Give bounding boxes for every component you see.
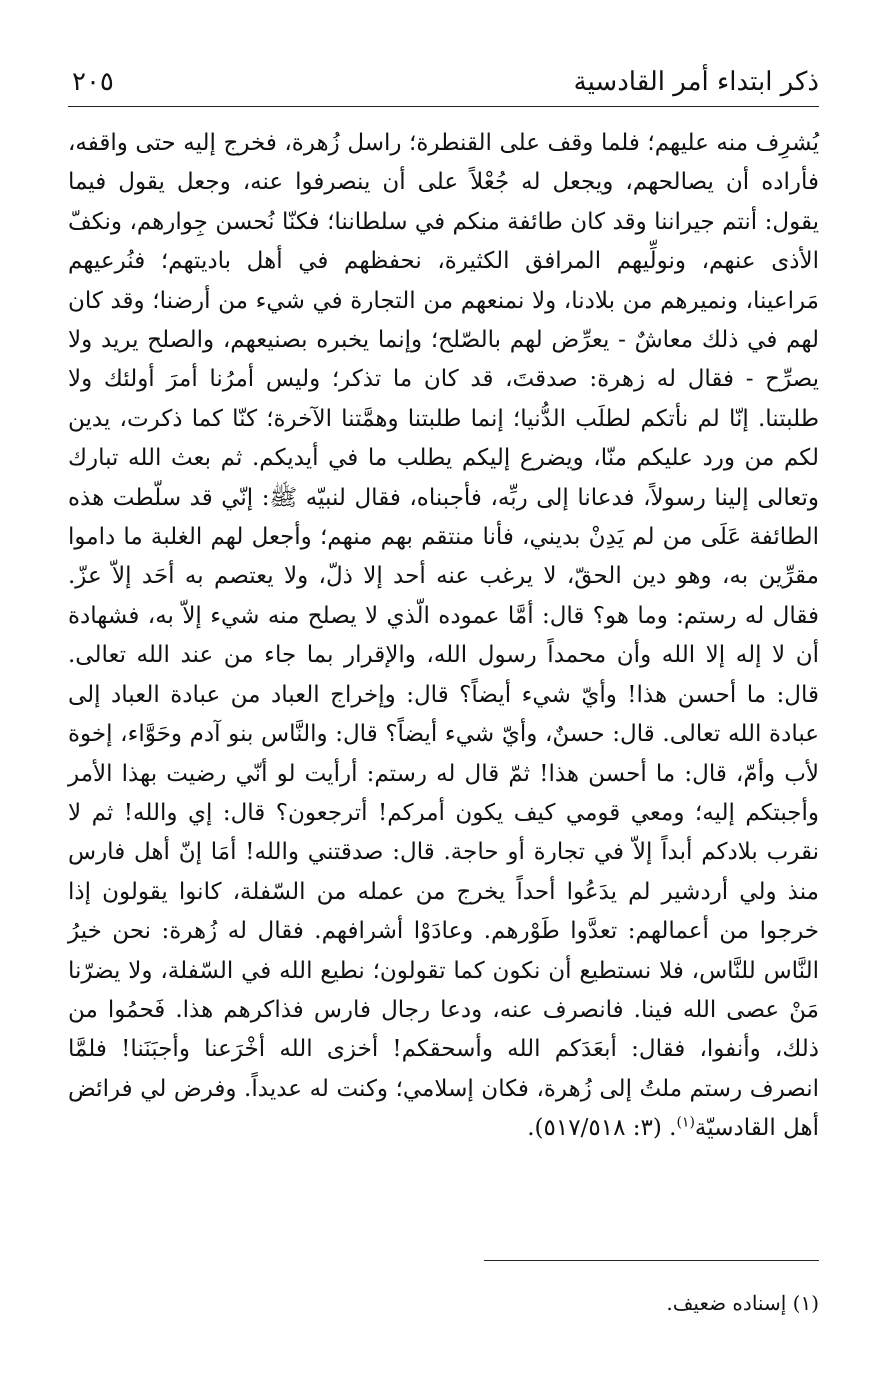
footnote-reference[interactable]: (١) (676, 1114, 695, 1131)
source-citation: . (٣: ٥١٧/٥١٨). (527, 1115, 677, 1142)
paragraph (68, 124, 819, 1149)
running-title: ذكر ابتداء أمر القادسية (573, 67, 819, 97)
main-text (68, 124, 819, 1149)
footnote-divider (484, 1260, 819, 1261)
paragraph-text: يُشرِف منه عليهم؛ فلما وقف على القنطرة؛ راسل زُهرة، فخرج إليه حتى واقفه، فأراده أن يصالحهم، ويجعل له جُعْلاً على أن ينصرفوا عنه، وجعل يقول فيما يقول: أنتم جيراننا وقد كان طائفة منكم في سلطاننا؛ فكنّا نُحسن جِوارهم، ونكفّ الأذى عنهم، ونولِّيهم المرافق الكثيرة، نحفظهم في أهل باديتهم؛ فنُرعيهم مَراعينا، ونميرهم من بلادنا، ولا نمنعهم من التجارة في شيء من أرضنا؛ وقد كان لهم في ذلك معاشٌ - يعرِّض لهم بالصّلح؛ وإنما يخبره بصنيعهم، والصلح يريد ولا يصرِّح - فقال له زهرة: صدقتَ، قد كان ما تذكر؛ وليس أمرُنا أمرَ أولئك ولا طلبتنا. إنّا لم نأتكم لطلَب الدُّنيا؛ إنما طلبتنا وهمَّتنا الآخرة؛ كنّا كما ذكرت، يدين لكم من ورد عليكم منّا، ويضرع إليكم يطلب ما في أيديكم. ثم بعث الله تبارك وتعالى إلينا رسولاً، فدعانا إلى ربِّه، فأجبناه، فقال لنبيّه ﷺ: إنّي قد سلّطت هذه الطائفة عَلَى من لم يَدِنْ بديني، فأنا منتقم بهم منهم؛ وأجعل لهم الغلبة ما داموا مقرِّين به، وهو دين الحقّ، لا يرغب عنه أحد إلا ذلّ، ولا يعتصم به أحَد إلاّ عزّ. فقال له رستم: وما هو؟ قال: أمَّا عموده الّذي لا يصلح منه شيء إلاّ به، فشهادة أن لا إله إلا الله وأن محمداً رسول الله، والإقرار بما جاء من عند الله تعالى. قال: ما أحسن هذا! وأيّ شيء أيضاً؟ قال: وإخراج العباد من عبادة العباد إلى عبادة الله تعالى. قال: حسنٌ، وأيّ شيء أيضاً؟ قال: والنَّاس بنو آدم وحَوَّاء، إخوة لأب وأمّ، قال: ما أحسن هذا! ثمّ قال له رستم: أرأيت لو أنّي رضيت بهذا الأمر وأجبتكم إليه؛ ومعي قومي كيف يكون أمركم! أترجعون؟ قال: إي والله! ثم لا نقرب بلادكم أبداً إلاّ في تجارة أو حاجة. قال: صدقتني والله! أمَا إنّ أهل فارس منذ ولي أردشير لم يدَعُوا أحداً يخرج من عمله من السّفلة، كانوا يقولون إذا خرجوا من أعمالهم: تعدَّوا طَوْرهم. وعادَوْا أشرافهم. فقال له زُهرة: نحن خيرُ النَّاس للنَّاس، فلا نستطيع أن نكون كما تقولون؛ نطيع الله في السّفلة، ولا يضرّنا مَنْ عصى الله فينا. فانصرف عنه، ودعا رجال فارس فذاكرهم هذا. فَحمُوا من ذلك، وأنفوا، فقال: أبعَدَكم الله وأسحقكم! أخزى الله أخْرَعنا وأجبَنَنا! فلمَّا انصرف رستم ملتُ إلى زُهرة، فكان إسلامي؛ وكنت له عديداً. وفرض لي فرائض أهل القادسيّة (68, 130, 819, 1142)
footnote-text: إسناده ضعيف. (666, 1291, 787, 1315)
footnote (666, 1288, 819, 1318)
footnote-number: (١) (792, 1291, 819, 1315)
page-number: ٢٠٥ (72, 67, 114, 97)
page-header (68, 62, 819, 107)
